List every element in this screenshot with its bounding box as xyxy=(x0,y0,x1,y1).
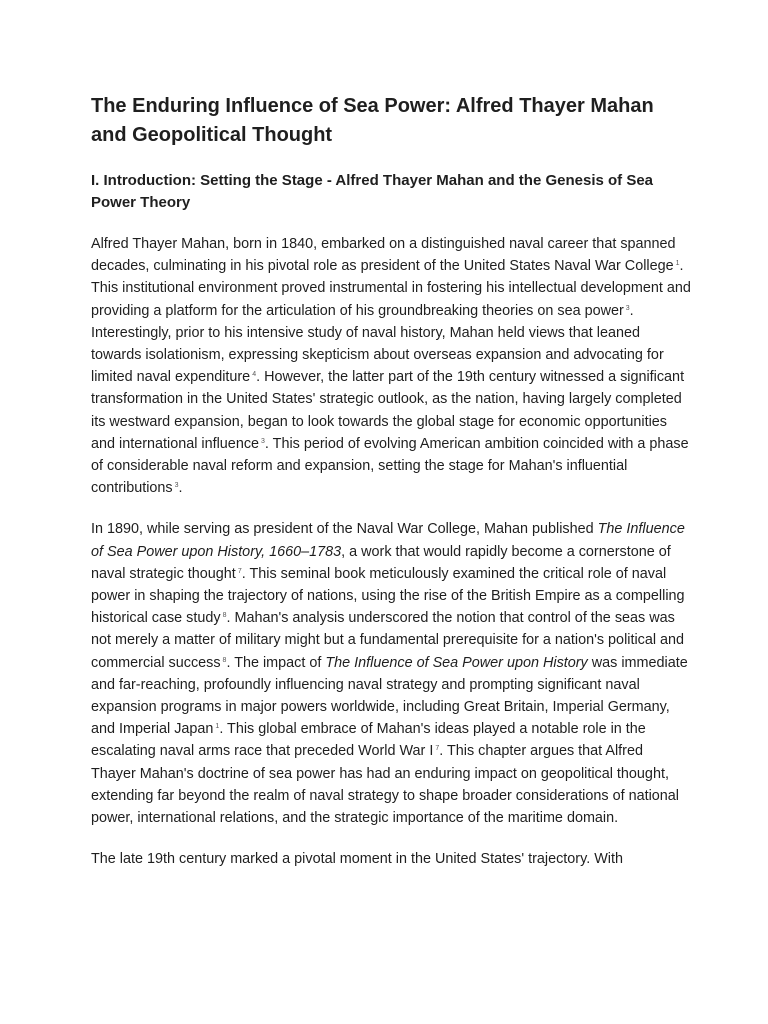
paragraph-text: . This seminal book meticulously examined the critical role of naval power in shaping the trajectory of nations, using the rise of the British Empire as a compelling historical case study xyxy=(91,565,685,627)
paragraph-text: . xyxy=(178,480,183,497)
paragraph-text: The late 19th century marked a pivotal moment in the United States' trajectory. With xyxy=(91,851,623,868)
paragraph-text: . This global embrace of Mahan's ideas played a notable role in the escalating naval arms race that preceded World War I xyxy=(91,721,646,760)
document-page xyxy=(91,92,691,870)
paragraph-text: . The impact of xyxy=(226,654,326,671)
citation-ref[interactable]: 1 xyxy=(215,723,220,731)
paragraph-text: . This institutional environment proved instrumental in fostering his intellectual development and providing a platform for the articulation of his groundbreaking theories on sea power xyxy=(91,258,691,319)
paragraph-text: In 1890, while serving as president of the Naval War College, Mahan published xyxy=(91,521,598,538)
book-title-italic: The Influence of Sea Power upon History, 1660–1783 xyxy=(91,521,685,560)
citation-ref[interactable]: 1 xyxy=(675,260,680,268)
paragraph-text: . Interestingly, prior to his intensive study of naval history, Mahan held views that leaned towards isolationism, expressing skepticism about overseas expansion and advocating for limited naval expenditure xyxy=(91,302,664,386)
paragraph-text: . This period of evolving American ambition coincided with a phase of considerable naval reform and expansion, setting the stage for Mahan's influential contributions xyxy=(91,435,689,497)
paragraph-2 xyxy=(91,518,691,829)
section-heading: I. Introduction: Setting the Stage - Alfred Thayer Mahan and the Genesis of Sea Power Theory xyxy=(91,172,654,211)
paragraph-text: , a work that would rapidly become a cornerstone of naval strategic thought xyxy=(91,543,671,582)
citation-ref[interactable]: 3 xyxy=(174,482,179,490)
document-title: The Enduring Influence of Sea Power: Alfred Thayer Mahan and Geopolitical Thought xyxy=(91,95,654,146)
book-title-italic: The Influence of Sea Power upon History xyxy=(325,654,588,671)
citation-ref[interactable]: 4 xyxy=(252,371,257,379)
citation-ref[interactable]: 8 xyxy=(222,656,227,664)
citation-ref[interactable]: 7 xyxy=(435,745,440,753)
paragraph-text: . However, the latter part of the 19th century witnessed a significant transformation in the United States' strategic outlook, as the nation, having largely completed its westward expansion, began to look towards the global stage for economic opportunities and international influence xyxy=(91,369,685,452)
citation-ref[interactable]: 8 xyxy=(222,612,227,620)
paragraph-text: Alfred Thayer Mahan, born in 1840, embarked on a distinguished naval career that spanned decades, culminating in his pivotal role as president of the United States Naval War College xyxy=(91,236,676,275)
paragraph-text: was immediate and far-reaching, profoundly influencing naval strategy and prompting significant naval expansion programs in major powers worldwide, including Great Britain, Imperial Germany, and Imperial Japan xyxy=(91,654,688,738)
paragraph-3 xyxy=(91,848,691,870)
citation-ref[interactable]: 7 xyxy=(237,567,242,575)
paragraph-text: . This chapter argues that Alfred Thayer Mahan's doctrine of sea power has had an enduring impact on geopolitical thought, extending far beyond the realm of naval strategy to shape broader considerations of national power, international relations, and the strategic importance of the maritime domain. xyxy=(91,743,679,827)
citation-ref[interactable]: 3 xyxy=(261,437,265,445)
citation-ref[interactable]: 3 xyxy=(625,304,630,312)
paragraph-1 xyxy=(91,233,691,499)
paragraph-text: . Mahan's analysis underscored the notion that control of the seas was not merely a matter of military might but a fundamental prerequisite for a nation's political and commercial success xyxy=(91,610,685,671)
